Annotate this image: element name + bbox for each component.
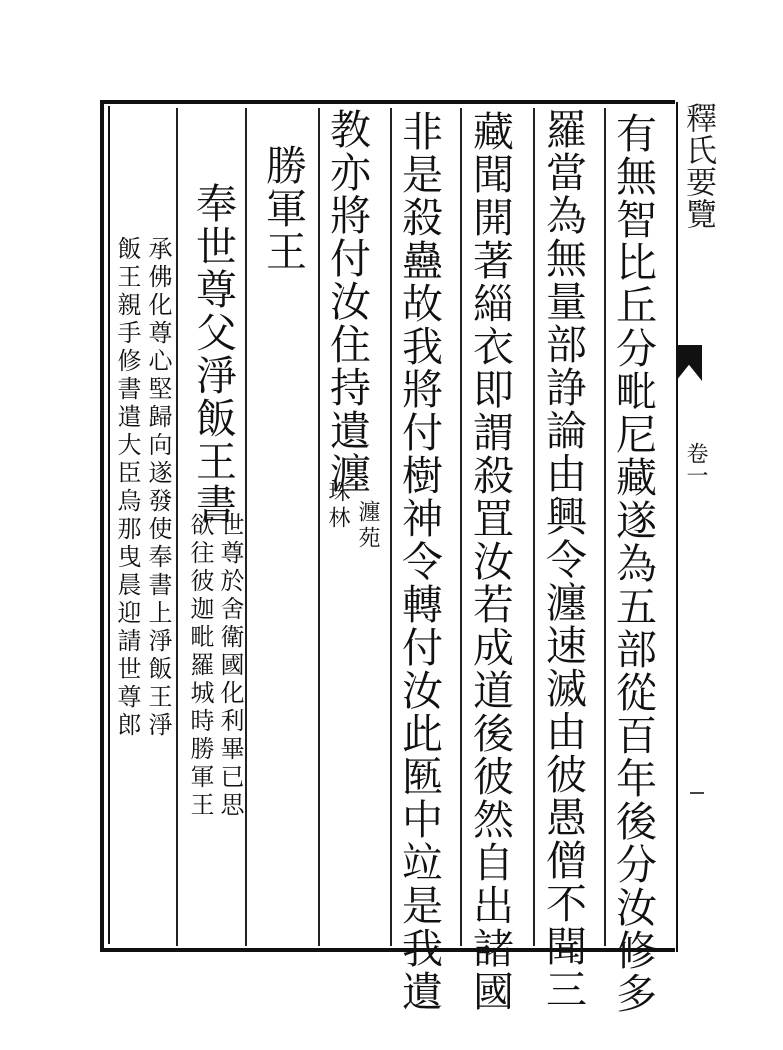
column-rule [176, 108, 178, 946]
margin-tick [690, 792, 704, 794]
note-right: 承佛化尊心堅歸向遂發使奉書上淨飯王淨 [144, 236, 172, 740]
text-column-2: 羅當為無量部諍論由興令瀍速滅由彼愚僧不聞三 [539, 108, 587, 1011]
note-left: 欲往彼迦毗羅城時勝軍王 [186, 512, 214, 820]
book-title: 釋氏要覽 [680, 102, 716, 230]
column-rule [390, 108, 392, 946]
frame-inner-line [108, 106, 110, 944]
column-rule [245, 108, 247, 946]
text-column-3: 藏聞開著緇衣即謂殺罝汝若成道後彼然自出諸國 [466, 110, 514, 1013]
column-rule [604, 108, 606, 946]
section-heading: 勝軍王 [259, 144, 307, 273]
note-right: 瀍苑 [355, 500, 380, 552]
juan-number: 卷一 [683, 442, 708, 486]
text-column-1: 有無智比丘分毗尼藏遂為五部從百年後分汝修多 [609, 112, 657, 1015]
column-rule [533, 108, 535, 946]
note-left: 珠林 [325, 480, 350, 532]
note-left: 飯王親手修書遣大臣烏那曳晨迎請世尊郎 [113, 236, 141, 740]
note-right: 世尊於舍衛國化利畢已思 [216, 512, 244, 820]
text-column-5: 教亦將付汝住持遺瀍 [323, 108, 371, 495]
column-rule [318, 108, 320, 946]
text-column-7: 奉世尊父淨飯王書 [189, 182, 237, 526]
column-rule [460, 108, 462, 946]
fish-tail-mark [676, 345, 702, 381]
text-column-4: 非是殺蠱故我將付樹神令轉付汝此匦中竝是我遺 [395, 110, 443, 1013]
